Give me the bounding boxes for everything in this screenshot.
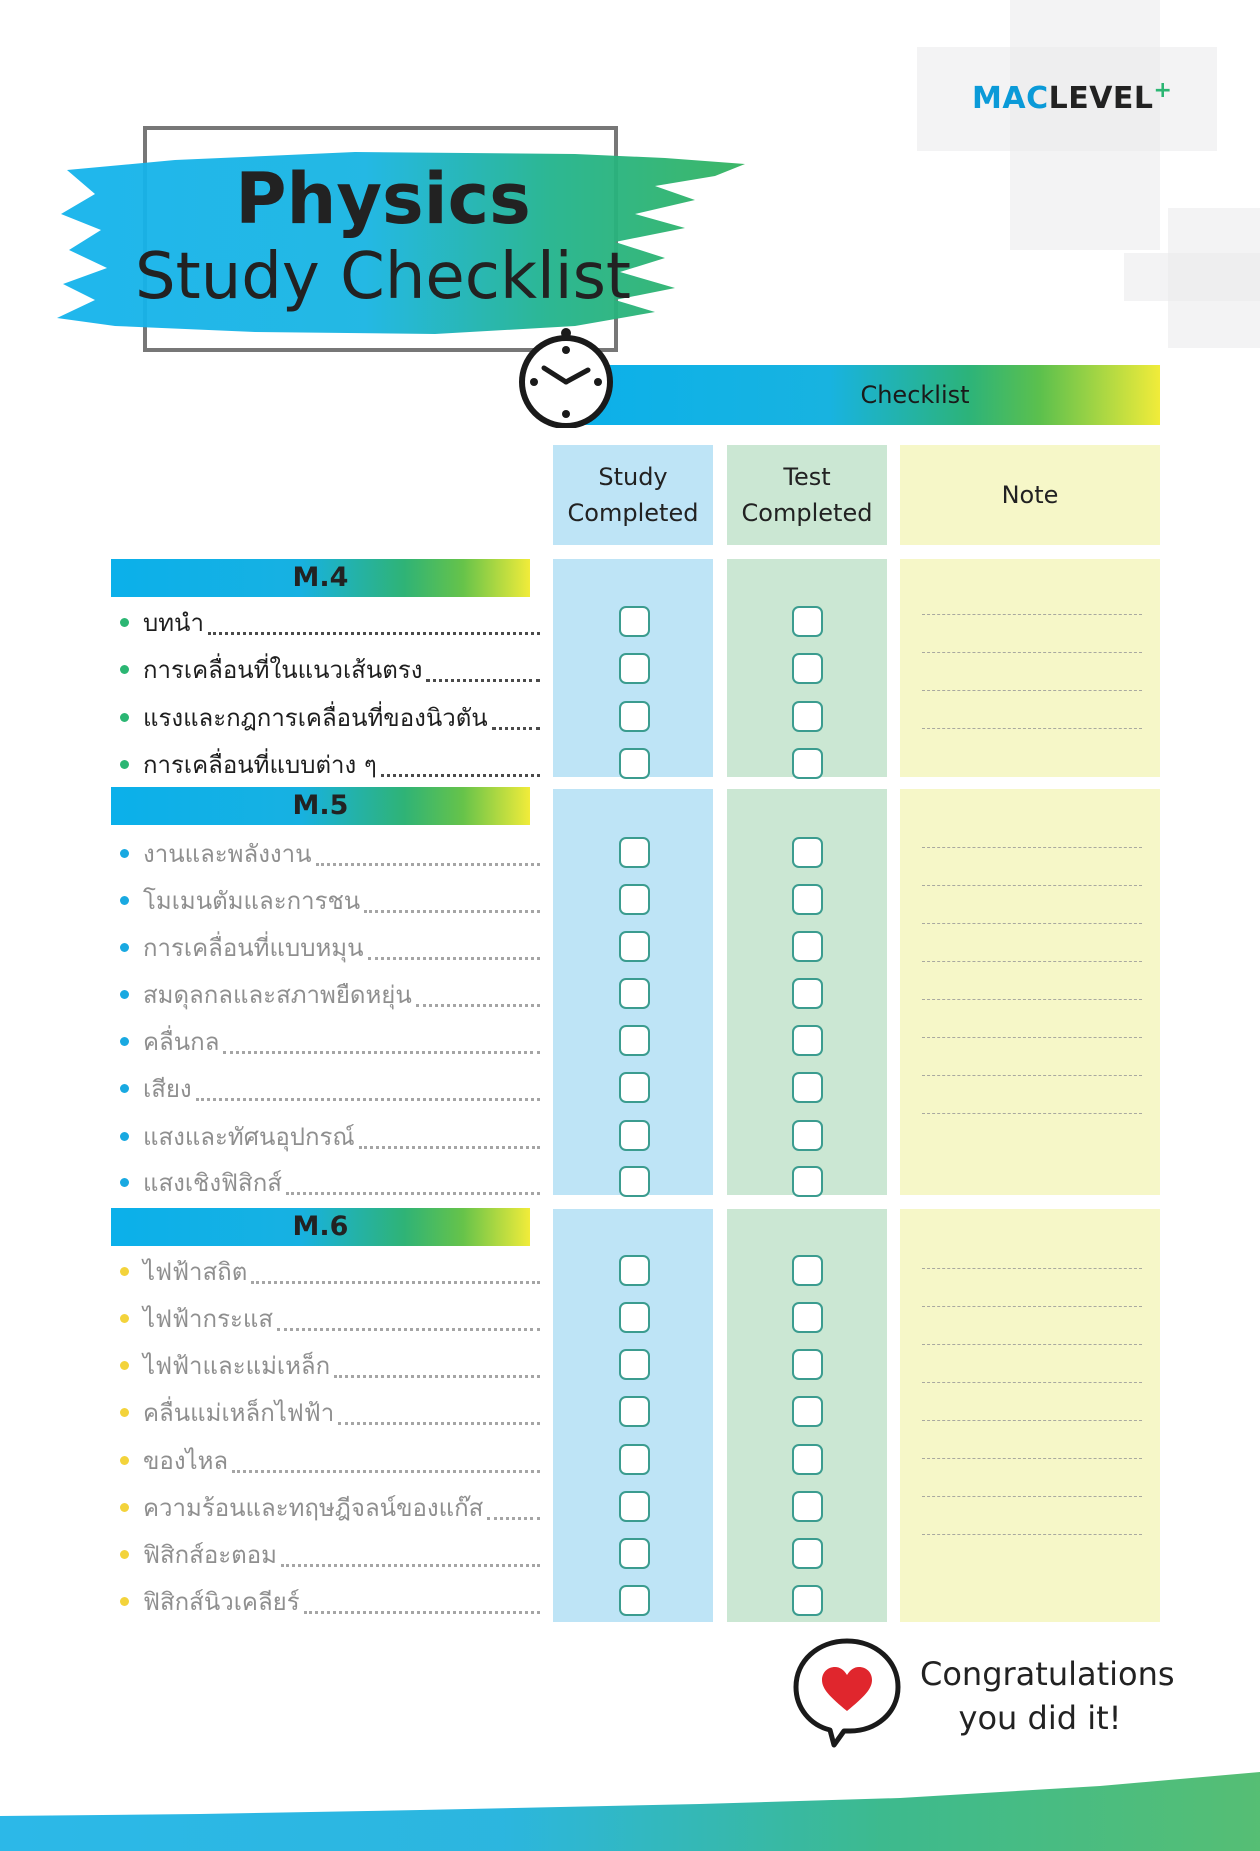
bullet-dot [120, 896, 129, 905]
section-label-m4: M.4 [292, 562, 349, 593]
bullet-dot [120, 1084, 129, 1093]
topic-row [120, 1392, 540, 1432]
test-checkbox[interactable] [792, 748, 823, 779]
study-checkbox[interactable] [619, 1538, 650, 1569]
topic-row [120, 1440, 540, 1480]
dot-leader [304, 1599, 540, 1614]
topic-label: การเคลื่อนที่แบบต่าง ๆ [143, 750, 377, 779]
topic-row [120, 602, 540, 642]
bullet-dot [120, 943, 129, 952]
logo-plus: + [1153, 78, 1173, 103]
dot-leader [232, 1458, 540, 1473]
topic-row [120, 1298, 540, 1338]
topic-row [120, 697, 540, 737]
note-line[interactable] [922, 1458, 1142, 1459]
study-checkbox[interactable] [619, 1025, 650, 1056]
topic-row [120, 1162, 540, 1202]
note-line[interactable] [922, 1268, 1142, 1269]
dot-leader [487, 1505, 540, 1520]
dot-leader [316, 851, 540, 866]
bullet-dot [120, 1408, 129, 1417]
note-line[interactable] [922, 1382, 1142, 1383]
dot-leader [492, 715, 540, 730]
study-checkbox[interactable] [619, 978, 650, 1009]
topic-label: ของไหล [143, 1446, 229, 1475]
bullet-dot [120, 618, 129, 627]
test-checkbox[interactable] [792, 1302, 823, 1333]
bullet-dot [120, 1361, 129, 1370]
test-checkbox[interactable] [792, 1396, 823, 1427]
checklist-header-label: Checklist [860, 381, 970, 409]
topic-label: ไฟฟ้ากระแส [143, 1304, 273, 1333]
topic-label: การเคลื่อนที่ในแนวเส้นตรง [143, 655, 423, 684]
topic-row [120, 927, 540, 967]
bullet-dot [120, 713, 129, 722]
dot-leader [286, 1180, 540, 1195]
topic-row [120, 649, 540, 689]
topic-label: งานและพลังงาน [143, 839, 312, 868]
section-label-m6: M.6 [292, 1211, 349, 1242]
topic-label: การเคลื่อนที่แบบหมุน [143, 933, 364, 962]
bullet-dot [120, 1037, 129, 1046]
dot-leader [196, 1086, 540, 1101]
note-line[interactable] [922, 885, 1142, 886]
test-checkbox[interactable] [792, 1072, 823, 1103]
note-line[interactable] [922, 1075, 1142, 1076]
column-header-test [727, 445, 887, 545]
topic-label: โมเมนตัมและการชน [143, 886, 361, 915]
bullet-dot [120, 990, 129, 999]
topic-row [120, 744, 540, 784]
topic-label: แรงและกฎการเคลื่อนที่ของนิวตัน [143, 703, 488, 732]
test-checkbox[interactable] [792, 1120, 823, 1151]
bottom-brush-band [0, 1766, 1260, 1851]
topic-label: ความร้อนและทฤษฎีจลน์ของแก๊ส [143, 1493, 484, 1522]
note-line[interactable] [922, 690, 1142, 691]
note-line[interactable] [922, 1344, 1142, 1345]
study-checkbox[interactable] [619, 606, 650, 637]
study-checkbox[interactable] [619, 1255, 650, 1286]
column-header-note-label: Note [1001, 481, 1059, 509]
note-line[interactable] [922, 923, 1142, 924]
study-checkbox[interactable] [619, 1302, 650, 1333]
dot-leader [281, 1552, 540, 1567]
logo-prefix: MAC [972, 81, 1049, 116]
note-line[interactable] [922, 1113, 1142, 1114]
note-line[interactable] [922, 728, 1142, 729]
study-checkbox[interactable] [619, 931, 650, 962]
topic-row [120, 1116, 540, 1156]
note-line[interactable] [922, 1534, 1142, 1535]
topic-label: ฟิสิกส์นิวเคลียร์ [143, 1587, 300, 1616]
study-checkbox[interactable] [619, 837, 650, 868]
dot-leader [364, 898, 540, 913]
note-line[interactable] [922, 1496, 1142, 1497]
test-checkbox[interactable] [792, 837, 823, 868]
logo-suffix: LEVEL [1048, 81, 1154, 116]
test-checkbox[interactable] [792, 1349, 823, 1380]
note-line[interactable] [922, 847, 1142, 848]
topic-row [120, 1581, 540, 1621]
brand-logo [972, 78, 1172, 116]
bullet-dot [120, 760, 129, 769]
topic-label: ไฟฟ้าสถิต [143, 1257, 248, 1286]
topic-label: สมดุลกลและสภาพยืดหยุ่น [143, 980, 412, 1009]
dot-leader [334, 1363, 540, 1378]
test-checkbox[interactable] [792, 884, 823, 915]
bullet-dot [120, 1178, 129, 1187]
column-header-study [553, 445, 713, 545]
topic-label: บทนำ [143, 608, 204, 637]
note-column-m5 [900, 789, 1160, 1195]
title-subtitle: Study Checklist [135, 240, 631, 314]
study-checkbox[interactable] [619, 1120, 650, 1151]
note-line[interactable] [922, 1306, 1142, 1307]
congrats-line-2: you did it! [958, 1699, 1122, 1737]
topic-label: ฟิสิกส์อะตอม [143, 1540, 277, 1569]
bullet-dot [120, 665, 129, 674]
dot-leader [368, 945, 541, 960]
study-checkbox[interactable] [619, 884, 650, 915]
dot-leader [208, 620, 540, 635]
test-checkbox[interactable] [792, 701, 823, 732]
study-checkbox[interactable] [619, 1491, 650, 1522]
bullet-dot [120, 1456, 129, 1465]
study-checkbox[interactable] [619, 701, 650, 732]
bullet-dot [120, 849, 129, 858]
bg-cross [1124, 253, 1260, 301]
test-checkbox[interactable] [792, 1025, 823, 1056]
dot-leader [277, 1316, 540, 1331]
study-checkbox[interactable] [619, 748, 650, 779]
dot-leader [381, 762, 540, 777]
test-checkbox[interactable] [792, 653, 823, 684]
bullet-dot [120, 1132, 129, 1141]
test-checkbox[interactable] [792, 606, 823, 637]
topic-row [120, 1345, 540, 1385]
dot-leader [416, 992, 540, 1007]
column-header-note [900, 445, 1160, 545]
study-checkbox[interactable] [619, 1349, 650, 1380]
study-checkbox[interactable] [619, 1072, 650, 1103]
test-checkbox[interactable] [792, 1538, 823, 1569]
test-checkbox[interactable] [792, 1491, 823, 1522]
test-checkbox[interactable] [792, 1255, 823, 1286]
clock-icon [518, 326, 614, 428]
dot-leader [426, 667, 540, 682]
column-header-test-label: Test Completed [741, 463, 873, 527]
bullet-dot [120, 1314, 129, 1323]
note-line[interactable] [922, 1037, 1142, 1038]
note-line[interactable] [922, 961, 1142, 962]
topic-row [120, 1251, 540, 1291]
topic-label: เสียง [143, 1074, 192, 1103]
dot-leader [359, 1134, 540, 1149]
bullet-dot [120, 1597, 129, 1606]
topic-row [120, 833, 540, 873]
column-header-study-label: Study Completed [567, 463, 699, 527]
study-checkbox[interactable] [619, 653, 650, 684]
test-checkbox[interactable] [792, 1444, 823, 1475]
topic-row [120, 880, 540, 920]
bullet-dot [120, 1503, 129, 1512]
test-checkbox[interactable] [792, 978, 823, 1009]
section-label-m5: M.5 [292, 790, 349, 821]
heart-speech-bubble-icon [790, 1635, 905, 1750]
study-checkbox[interactable] [619, 1166, 650, 1197]
topic-label: แสงและทัศนอุปกรณ์ [143, 1122, 355, 1151]
note-column-m4 [900, 559, 1160, 777]
topic-label: คลื่นแม่เหล็กไฟฟ้า [143, 1398, 335, 1427]
title-physics: Physics [235, 158, 531, 240]
congrats-line-1: Congratulations [920, 1655, 1175, 1693]
congratulations-text [920, 1652, 1175, 1740]
test-checkbox[interactable] [792, 1166, 823, 1197]
bullet-dot [120, 1550, 129, 1559]
dot-leader [223, 1039, 540, 1054]
study-checkbox[interactable] [619, 1585, 650, 1616]
topic-row [120, 1487, 540, 1527]
topic-row [120, 1021, 540, 1061]
note-line[interactable] [922, 652, 1142, 653]
study-checkbox[interactable] [619, 1396, 650, 1427]
bullet-dot [120, 1267, 129, 1276]
study-checkbox[interactable] [619, 1444, 650, 1475]
topic-row [120, 1534, 540, 1574]
note-line[interactable] [922, 999, 1142, 1000]
topic-label: แสงเชิงฟิสิกส์ [143, 1168, 282, 1197]
topic-label: คลื่นกล [143, 1027, 220, 1056]
note-column-m6 [900, 1209, 1160, 1622]
note-line[interactable] [922, 614, 1142, 615]
topic-row [120, 1068, 540, 1108]
test-checkbox[interactable] [792, 931, 823, 962]
topic-label: ไฟฟ้าและแม่เหล็ก [143, 1351, 331, 1380]
dot-leader [251, 1269, 540, 1284]
test-checkbox[interactable] [792, 1585, 823, 1616]
dot-leader [338, 1410, 540, 1425]
note-line[interactable] [922, 1420, 1142, 1421]
topic-row [120, 974, 540, 1014]
